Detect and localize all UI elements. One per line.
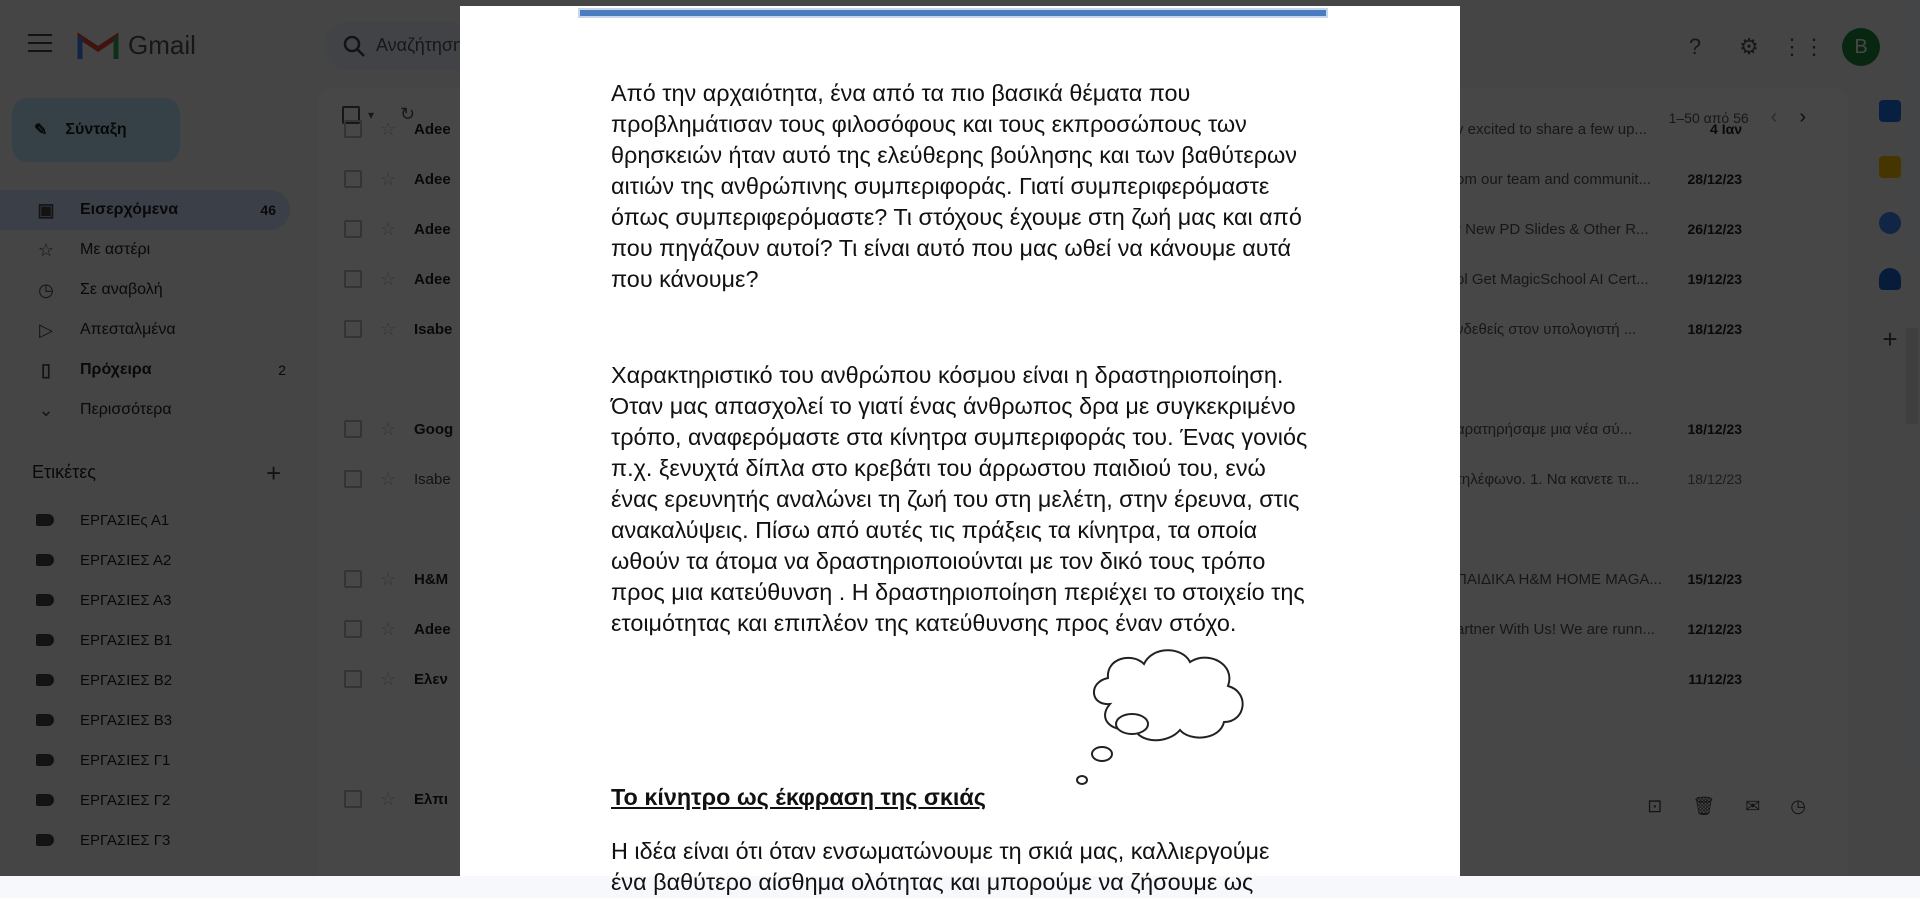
document-header-bar — [578, 8, 1328, 18]
thought-cloud-icon — [1060, 634, 1260, 794]
document-paragraph-1: Από την αρχαιότητα, ένα από τα πιο βασικά θέματα που προβλημάτισαν τους φιλοσόφους και τους εκπροσώπους των θρησκειών ήταν αυτό της ελεύθερης βούλησης και των βαθύτερων αιτιών της ανθρώπινης συμπεριφοράς. Γιατί συμπεριφερόμαστε όπως συμπεριφερόμαστε? Τι στόχους έχουμε στη ζωή μας και από που πηγάζουν αυτοί? Τι είναι αυτό που μας ωθεί να κάνουμε αυτά που κάνουμε? — [611, 80, 1302, 292]
document-page — [460, 6, 1460, 895]
document-heading: Το κίνητρο ως έκφραση της σκιάς — [611, 784, 986, 810]
document-paragraph-2: Χαρακτηριστικό του ανθρώπου κόσμου είναι η δραστηριοποίηση. Όταν μας απασχολεί το γιατί ένας άνθρωπος δρα με συγκεκριμένο τρόπο, αναφερόμαστε στα κίνητρα συμπεριφοράς του. Ένας γονιός π.χ. ξενυχτά δίπλα στο κρεβάτι του άρρωστου παιδιού του, ενώ ένας ερευνητής αναλώνει τη ζωή του στη μελέτη, στην έρευνα, στις ανακαλύψεις. Πίσω από αυτές τις πράξεις τα κίνητρα, τα οποία ωθούν τα άτομα να δραστηριοποιούνται με τον δικό τους τρόπο προς μια κατεύθυνση . Η δραστηριοποίηση περιέχει το στοιχείο της ετοιμότητας και επιπλέον της κατεύθυνσης προς έναν στόχο. — [611, 362, 1308, 636]
document-paragraph-3: Η ιδέα είναι ότι όταν ενσωματώνουμε τη σκιά μας, καλλιεργούμε ένα βαθύτερο αίσθημα ολότητας και μπορούμε να ζήσουμε ως — [611, 838, 1270, 895]
